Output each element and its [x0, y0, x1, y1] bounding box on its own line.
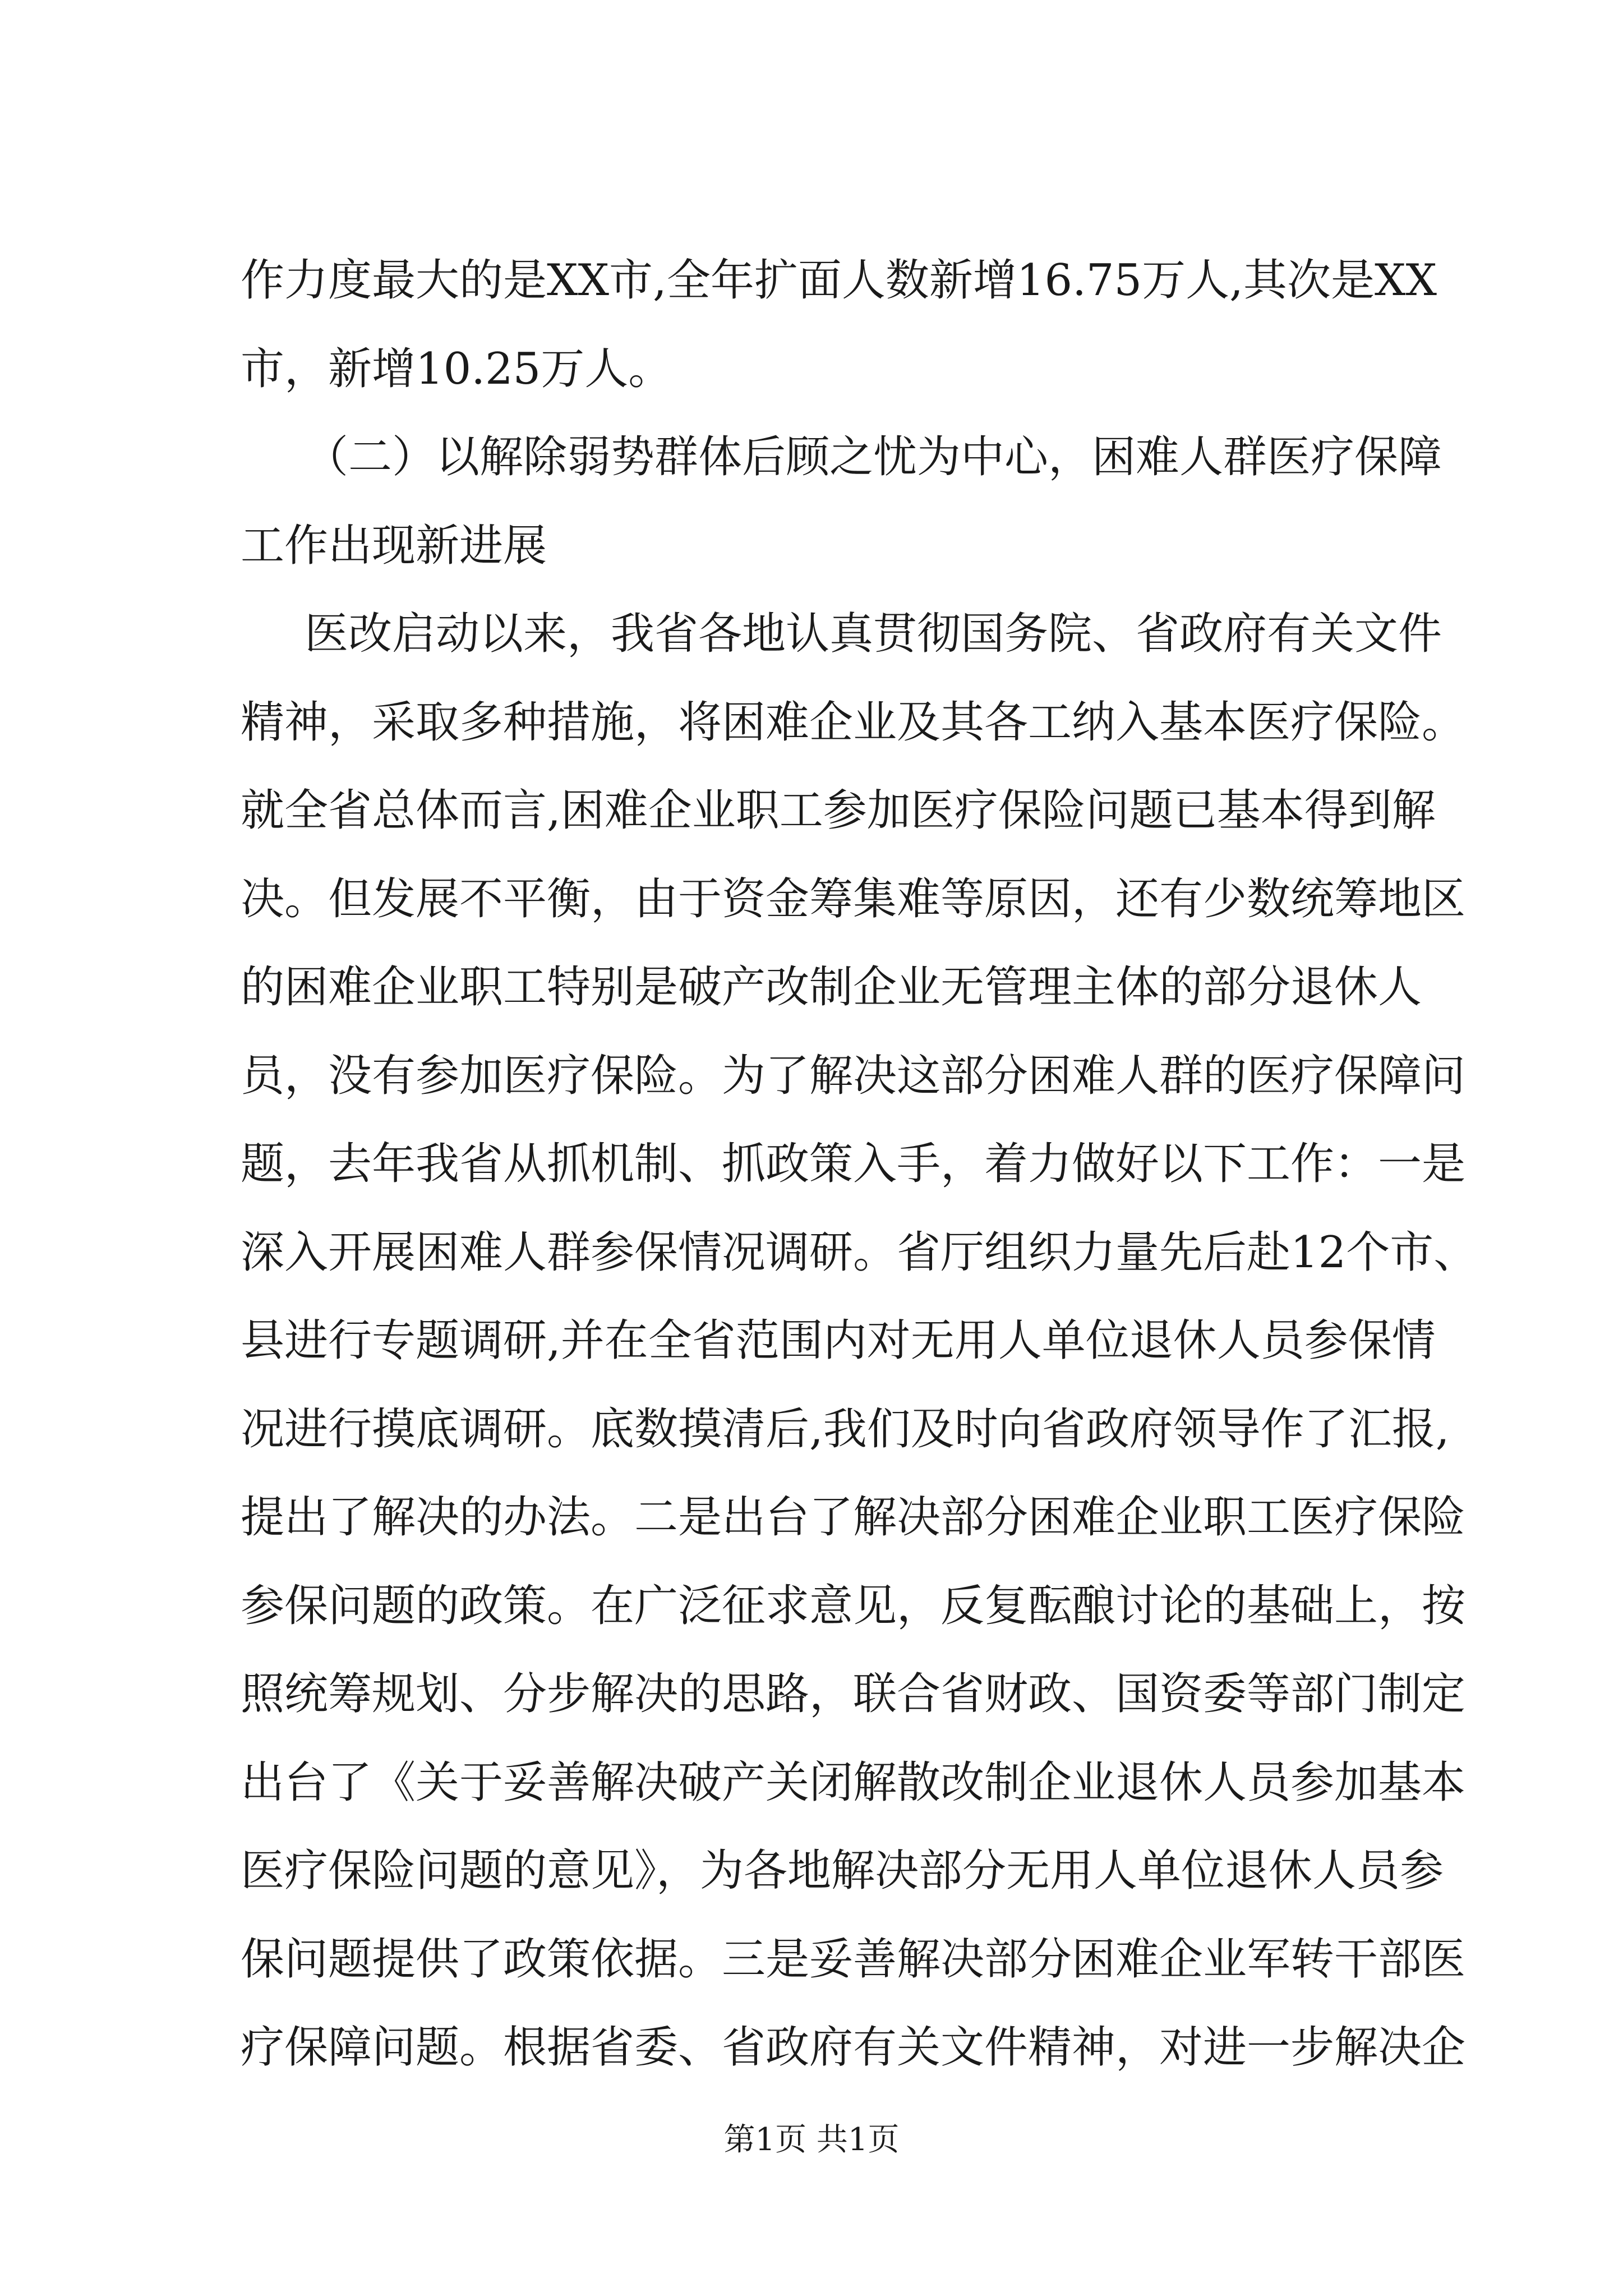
text-line: 提出了解决的办法。二是出台了解决部分困难企业职工医疗保险: [241, 1492, 1466, 1543]
text-line: 县进行专题调研,并在全省范围内对无用人单位退休人员参保情: [241, 1315, 1436, 1366]
text-line: 的困难企业职工特别是破产改制企业无管理主体的部分退休人: [241, 962, 1422, 1013]
text-line: 况进行摸底调研。底数摸清后,我们及时向省政府领导作了汇报,: [241, 1404, 1450, 1455]
text-line: 就全省总体而言,困难企业职工参加医疗保险问题已基本得到解: [241, 785, 1436, 836]
text-line: 员，没有参加医疗保险。为了解决这部分困难人群的医疗保障问: [241, 1051, 1466, 1101]
text-line: 出台了《关于妥善解决破产关闭解散改制企业退休人员参加基本: [241, 1757, 1466, 1808]
text-line: 深入开展困难人群参保情况调研。省厅组织力量先后赴12个市、: [241, 1227, 1478, 1278]
text-line: 题，去年我省从抓机制、抓政策入手，着力做好以下工作：一是: [241, 1139, 1466, 1189]
text-line: 照统筹规划、分步解决的思路，联合省财政、国资委等部门制定: [241, 1669, 1466, 1719]
text-line: 参保问题的政策。在广泛征求意见，反复酝酿讨论的基础上，按: [241, 1581, 1466, 1631]
text-line: 作力度最大的是XX市,全年扩面人数新增16.75万人,其次是XX: [241, 255, 1437, 306]
section-heading-line: 工作出现新进展: [241, 521, 547, 571]
section-heading-line: （二）以解除弱势群体后顾之忧为中心，困难人群医疗保障: [305, 432, 1442, 482]
text-line: 决。但发展不平衡，由于资金筹集难等原因，还有少数统筹地区: [241, 874, 1466, 924]
page-number-footer: 第1页 共1页: [723, 2122, 900, 2158]
text-line: 疗保障问题。根据省委、省政府有关文件精神，对进一步解决企: [241, 2022, 1466, 2073]
text-line: 保问题提供了政策依据。三是妥善解决部分困难企业军转干部医: [241, 1934, 1466, 1985]
text-line: 医改启动以来，我省各地认真贯彻国务院、省政府有关文件: [305, 609, 1442, 659]
text-line: 精神，采取多种措施，将困难企业及其各工纳入基本医疗保险。: [241, 697, 1466, 748]
text-line: 市，新增10.25万人。: [241, 344, 672, 394]
text-line: 医疗保险问题的意见》，为各地解决部分无用人单位退休人员参: [241, 1846, 1444, 1896]
